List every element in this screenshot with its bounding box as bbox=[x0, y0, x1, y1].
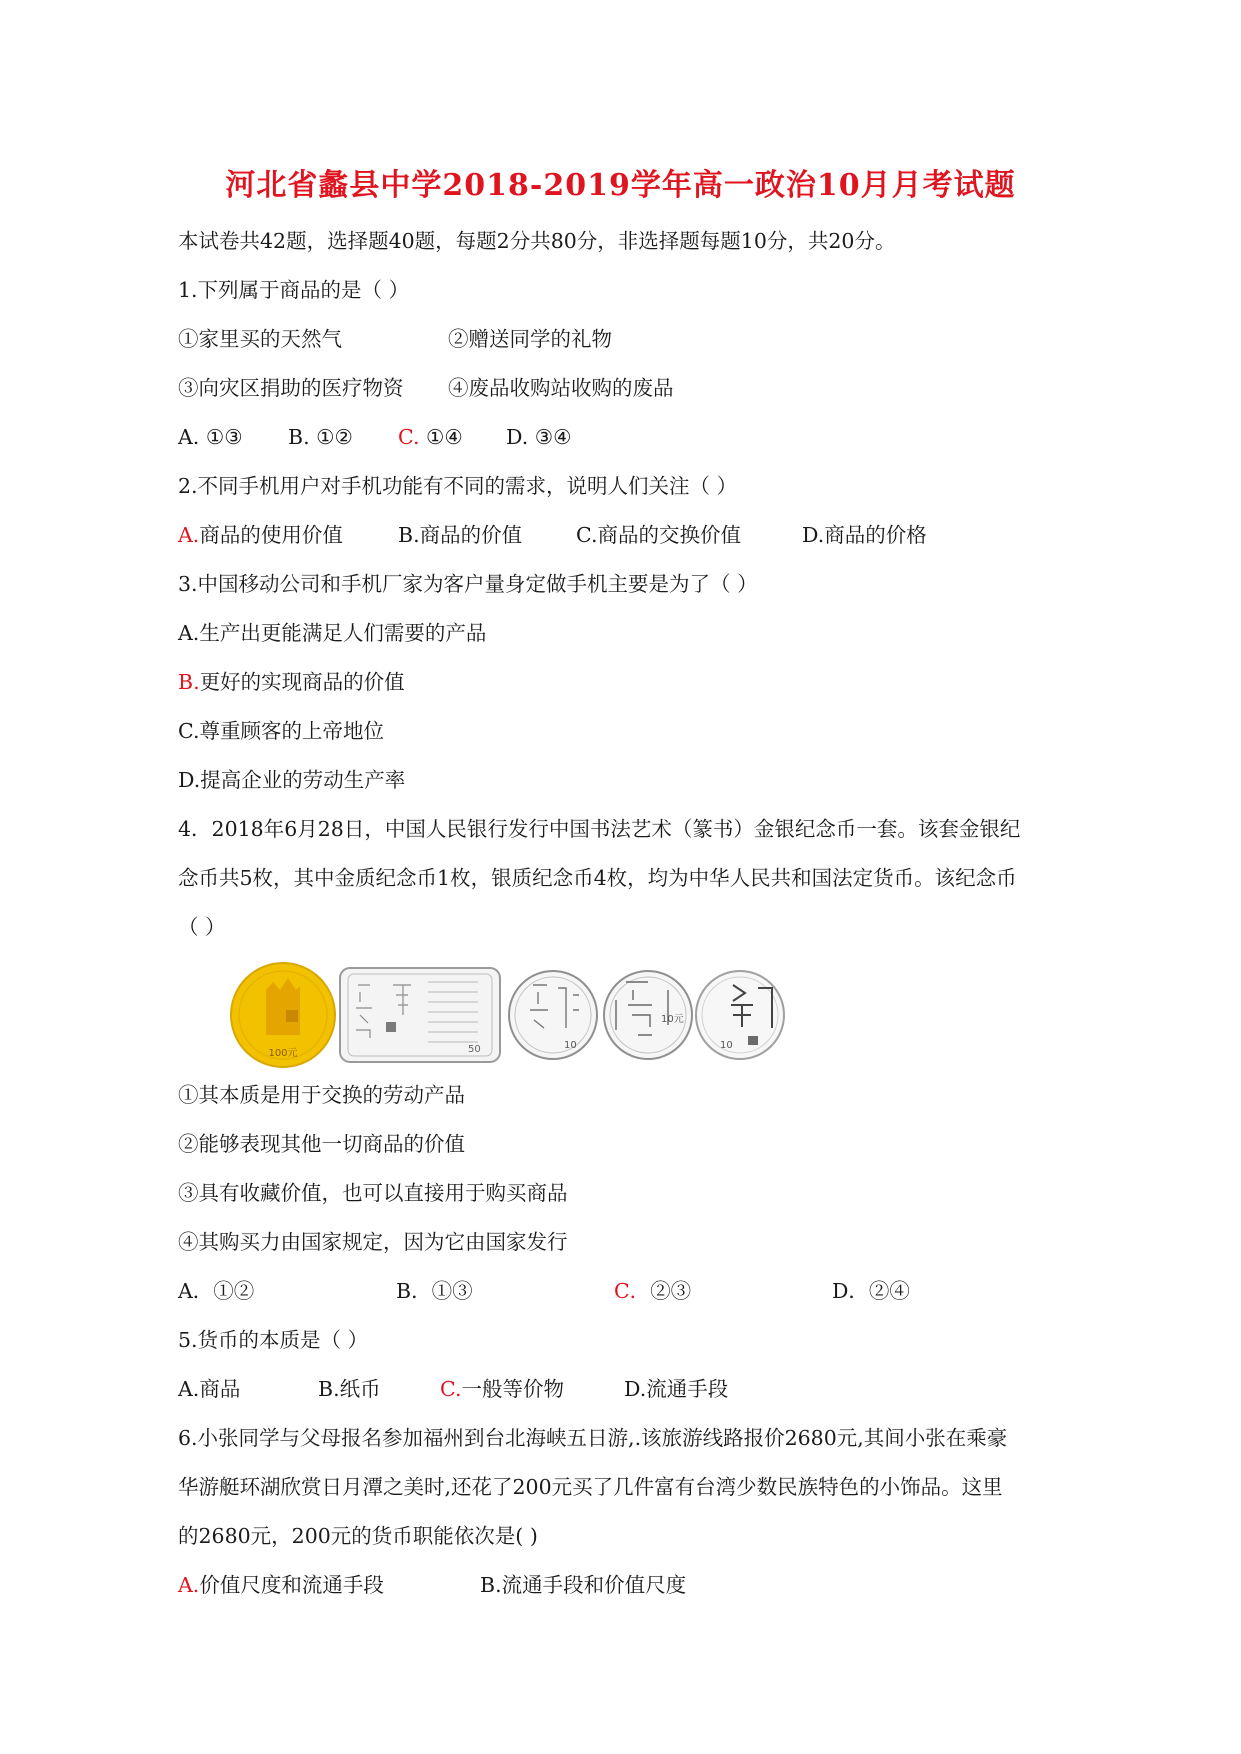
q1-choice-b: B. ①② bbox=[288, 425, 353, 449]
coin-value-label: 50 bbox=[468, 1044, 481, 1055]
answer-letter: A. bbox=[178, 523, 200, 547]
q6-choice-b: B.流通手段和价值尺度 bbox=[480, 1573, 687, 1597]
coin-value-label: 10 bbox=[564, 1040, 577, 1051]
q6-stem-line3: 的2680元，200元的货币职能依次是( ) bbox=[178, 1524, 538, 1548]
page-title: 河北省蠡县中学2018-2019学年高一政治10月月考试题 bbox=[225, 168, 1016, 203]
q5-choice-c: C.一般等价物 bbox=[440, 1377, 564, 1401]
coin-value-label: 10 bbox=[720, 1040, 733, 1051]
answer-letter: A. bbox=[178, 1573, 200, 1597]
q5-choice-d: D.流通手段 bbox=[624, 1377, 729, 1401]
q3-choice-c: C.尊重顾客的上帝地位 bbox=[178, 719, 384, 743]
q4-choice-a: A．①② bbox=[178, 1279, 255, 1303]
q3-choice-a: A.生产出更能满足人们需要的产品 bbox=[178, 621, 487, 645]
answer-letter: B. bbox=[178, 670, 200, 694]
q4-stem-line1: 4．2018年6月28日，中国人民银行发行中国书法艺术（篆书）金银纪念币一套。该套金银纪 bbox=[178, 817, 1021, 841]
q4-option-3: ③具有收藏价值，也可以直接用于购买商品 bbox=[178, 1181, 568, 1205]
q4-option-1: ①其本质是用于交换的劳动产品 bbox=[178, 1083, 465, 1107]
coin-value-label: 10元 bbox=[661, 1014, 684, 1025]
q1-option-3: ③向灾区捐助的医疗物资 bbox=[178, 376, 404, 400]
q1-choice-d: D. ③④ bbox=[506, 425, 572, 449]
q4-choice-d: D．②④ bbox=[832, 1279, 910, 1303]
q2-choice-a: A.商品的使用价值 bbox=[178, 523, 343, 547]
q2-stem: 2.不同手机用户对手机功能有不同的需求，说明人们关注（ ） bbox=[178, 474, 738, 498]
q5-choice-b: B.纸币 bbox=[318, 1377, 381, 1401]
q4-option-2: ②能够表现其他一切商品的价值 bbox=[178, 1132, 465, 1156]
q5-choice-a: A.商品 bbox=[178, 1377, 241, 1401]
answer-letter: C. bbox=[440, 1377, 462, 1401]
q4-choice-c: C．②③ bbox=[614, 1279, 692, 1303]
q1-option-4: ④废品收购站收购的废品 bbox=[448, 376, 674, 400]
q1-choice-a: A. ①③ bbox=[178, 425, 243, 449]
answer-letter: C. bbox=[398, 425, 420, 449]
commemorative-coins-image bbox=[228, 960, 788, 1070]
q5-stem: 5.货币的本质是（ ） bbox=[178, 1328, 369, 1352]
q3-choice-b: B.更好的实现商品的价值 bbox=[178, 670, 405, 694]
round-silver-coin-1 bbox=[509, 971, 597, 1059]
round-silver-coin-3 bbox=[696, 971, 784, 1059]
round-silver-coin-2 bbox=[604, 971, 692, 1059]
gold-coin bbox=[231, 963, 335, 1067]
q6-choice-a: A.价值尺度和流通手段 bbox=[178, 1573, 384, 1597]
q3-choice-d: D.提高企业的劳动生产率 bbox=[178, 768, 406, 792]
q4-stem-line3: （ ） bbox=[178, 915, 226, 939]
answer-letter: C． bbox=[614, 1279, 651, 1303]
q6-stem-line2: 华游艇环湖欣赏日月潭之美时,还花了200元买了几件富有台湾少数民族特色的小饰品。这里 bbox=[178, 1475, 1003, 1499]
coin-value-label: 100元 bbox=[268, 1048, 298, 1059]
intro-text: 本试卷共42题，选择题40题，每题2分共80分，非选择题每题10分，共20分。 bbox=[178, 229, 896, 253]
q1-stem: 1.下列属于商品的是（ ） bbox=[178, 278, 410, 302]
q1-option-1: ①家里买的天然气 bbox=[178, 327, 342, 351]
q4-stem-line2: 念币共5枚，其中金质纪念币1枚，银质纪念币4枚，均为中华人民共和国法定货币。该纪念币 bbox=[178, 866, 1017, 890]
q1-option-2: ②赠送同学的礼物 bbox=[448, 327, 612, 351]
q4-option-4: ④其购买力由国家规定，因为它由国家发行 bbox=[178, 1230, 568, 1254]
q6-stem-line1: 6.小张同学与父母报名参加福州到台北海峡五日游,.该旅游线路报价2680元,其间小张在乘豪 bbox=[178, 1426, 1008, 1450]
rectangular-silver-coin bbox=[340, 968, 500, 1062]
q2-choice-d: D.商品的价格 bbox=[802, 523, 927, 547]
q2-choice-b: B.商品的价值 bbox=[398, 523, 523, 547]
q1-choice-c: C. ①④ bbox=[398, 425, 463, 449]
q4-choice-b: B．①③ bbox=[396, 1279, 473, 1303]
q2-choice-c: C.商品的交换价值 bbox=[576, 523, 741, 547]
q3-stem: 3.中国移动公司和手机厂家为客户量身定做手机主要是为了（ ） bbox=[178, 572, 758, 596]
